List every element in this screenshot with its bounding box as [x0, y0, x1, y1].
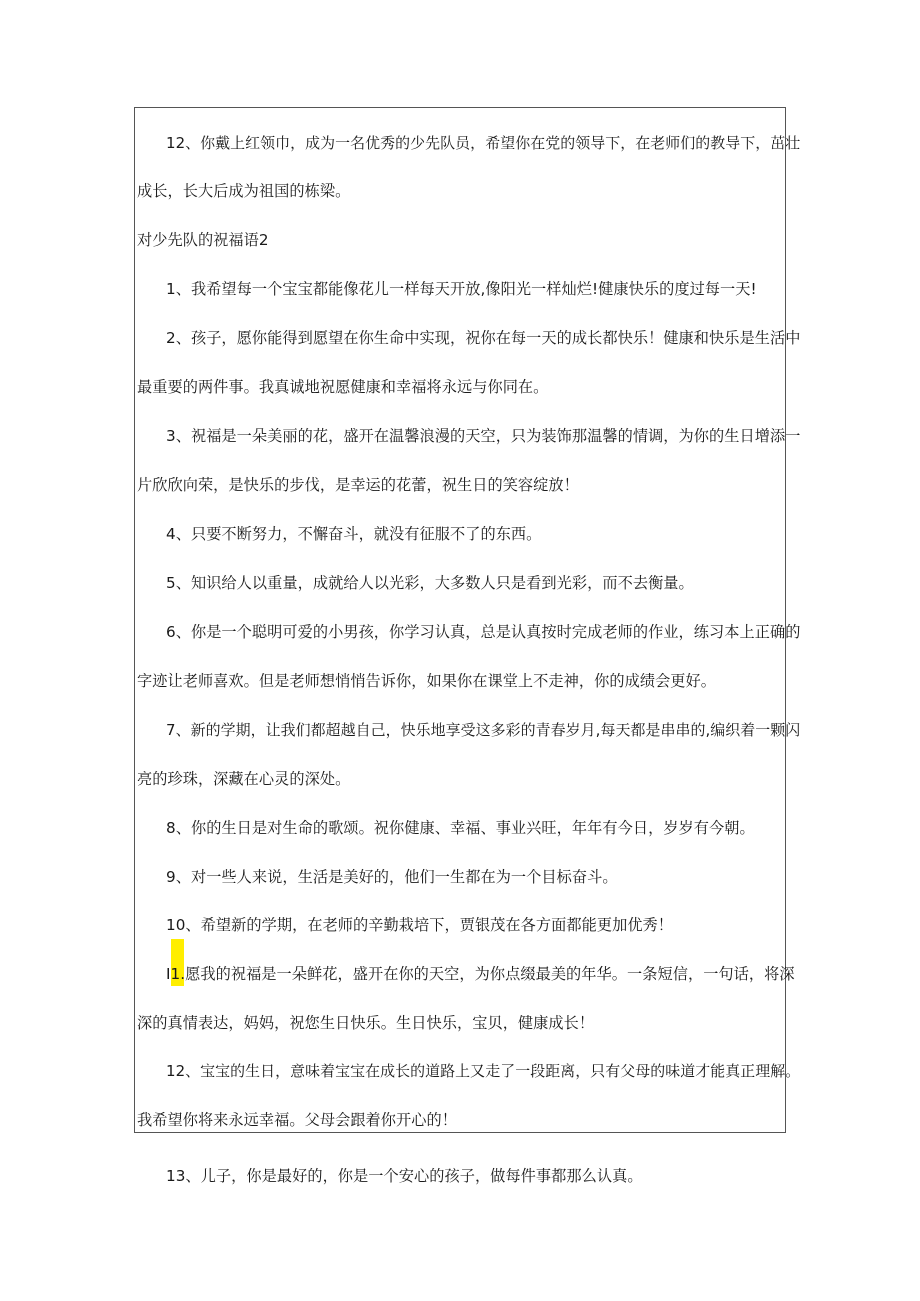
paragraph-13: 13、儿子，你是最好的，你是一个安心的孩子，做每件事都那么认真。 — [166, 1167, 643, 1185]
paragraph-12-b-line-1: 12、宝宝的生日，意味着宝宝在成长的道路上又走了一段距离，只有父母的味道才能真正理解。 — [166, 1062, 801, 1080]
paragraph-2-line-1: 2、孩子，愿你能得到愿望在你生命中实现，祝你在每一天的成长都快乐！健康和快乐是生活中 — [166, 329, 801, 347]
paragraph-1: 1、我希望每一个宝宝都能像花儿一样每天开放,像阳光一样灿烂!健康快乐的度过每一天! — [166, 280, 757, 298]
paragraph-9: 9、对一些人来说，生活是美好的，他们一生都在为一个目标奋斗。 — [166, 868, 618, 886]
paragraph-3-line-1: 3、祝福是一朵美丽的花，盛开在温馨浪漫的天空，只为装饰那温馨的情调，为你的生日增添一 — [166, 427, 801, 445]
paragraph-12-line-2: 成长，长大后成为祖国的栋梁。 — [137, 182, 351, 200]
paragraph-2-line-2: 最重要的两件事。我真诚地祝愿健康和幸福将永远与你同在。 — [137, 378, 549, 396]
paragraph-12-line-1: 12、你戴上红领巾，成为一名优秀的少先队员，希望你在党的领导下，在老师们的教导下，茁壮 — [166, 134, 801, 152]
paragraph-11-line-2: 深的真情表达，妈妈，祝您生日快乐。生日快乐，宝贝，健康成长！ — [137, 1014, 595, 1032]
paragraph-7-line-2: 亮的珍珠，深藏在心灵的深处。 — [137, 770, 351, 788]
paragraph-11-line-1: I1.愿我的祝福是一朵鲜花，盛开在你的天空，为你点缀最美的年华。一条短信，一句话，将深 — [166, 965, 795, 983]
paragraph-6-line-2: 字迹让老师喜欢。但是老师想悄悄告诉你，如果你在课堂上不走神，你的成绩会更好。 — [137, 672, 717, 690]
paragraph-8: 8、你的生日是对生命的歌颂。祝你健康、幸福、事业兴旺，年年有今日，岁岁有今朝。 — [166, 819, 755, 837]
paragraph-4: 4、只要不断努力，不懈奋斗，就没有征服不了的东西。 — [166, 525, 542, 543]
paragraph-7-line-1: 7、新的学期，让我们都超越自己，快乐地享受这多彩的青春岁月,每天都是串串的,编织着一颗闪 — [166, 721, 801, 739]
paragraph-6-line-1: 6、你是一个聪明可爱的小男孩，你学习认真，总是认真按时完成老师的作业，练习本上正确的 — [166, 623, 801, 641]
paragraph-5: 5、知识给人以重量，成就给人以光彩，大多数人只是看到光彩，而不去衡量。 — [166, 574, 694, 592]
paragraph-3-line-2: 片欣欣向荣，是快乐的步伐，是幸运的花蕾，祝生日的笑容绽放！ — [137, 476, 579, 494]
paragraph-10: 10、希望新的学期，在老师的辛勤栽培下，贾银茂在各方面都能更加优秀！ — [166, 916, 674, 934]
paragraph-12-b-line-2: 我希望你将来永远幸福。父母会跟着你开心的！ — [137, 1111, 457, 1129]
section-heading: 对少先队的祝福语2 — [137, 231, 269, 249]
